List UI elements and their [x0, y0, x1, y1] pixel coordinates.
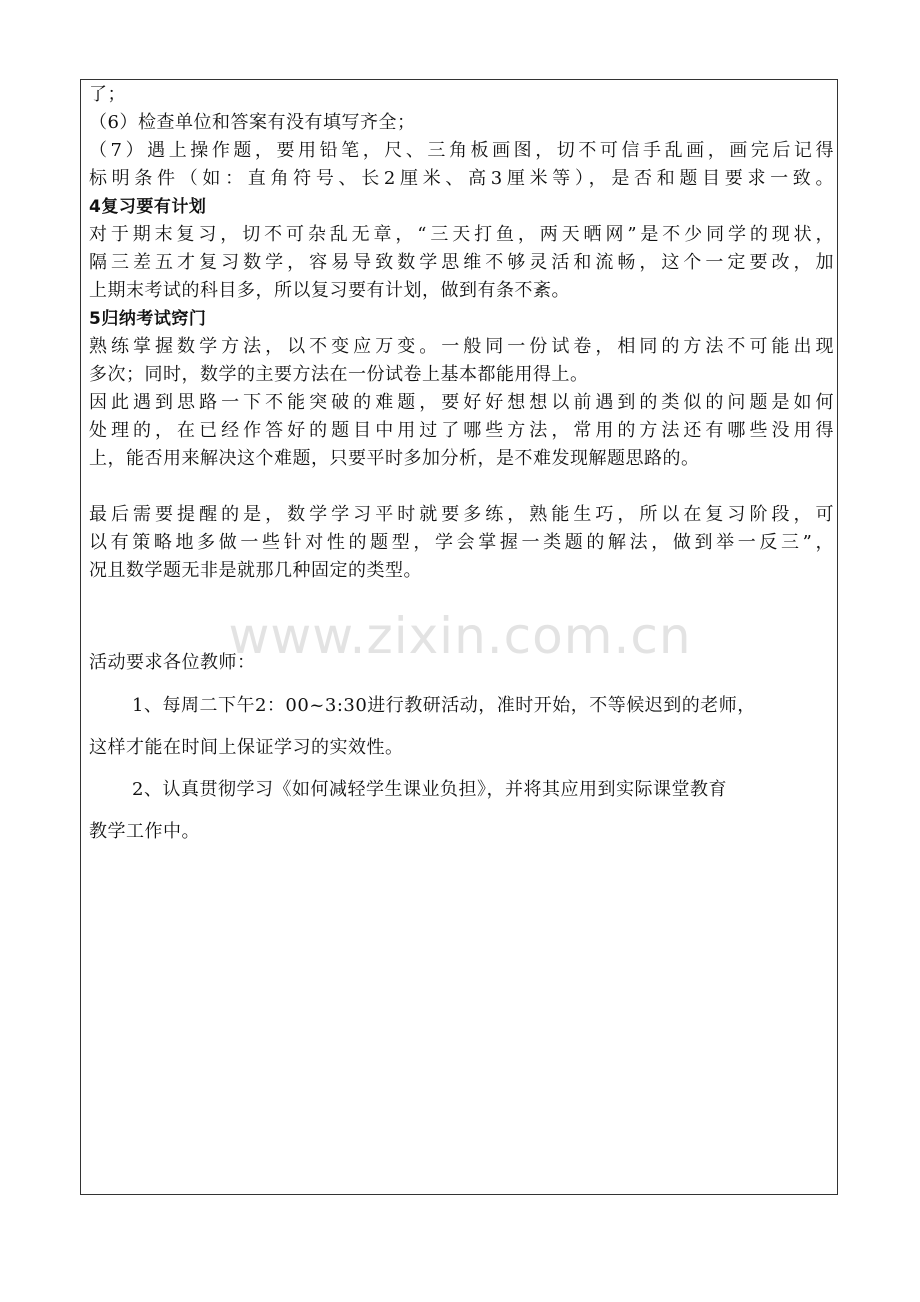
text-line: （7）遇上操作题，要用铅笔，尺、三角板画图，切不可信手乱画，画完后记得 — [89, 140, 834, 161]
notice-item: 2、认真贯彻学习《如何减轻学生课业负担》，并将其应用到实际课堂教育 — [132, 779, 727, 800]
text-line: 以有策略地多做一些针对性的题型，学会掌握一类题的解法，做到举一反三”， — [89, 532, 834, 553]
text-line: 况且数学题无非是就那几种固定的类型。 — [89, 560, 422, 581]
text-line: 标明条件（如：直角符号、长2厘米、高3厘米等），是否和题目要求一致。 — [89, 168, 834, 189]
text-line: 因此遇到思路一下不能突破的难题，要好好想想以前遇到的类似的问题是如何 — [89, 392, 834, 413]
text-line: 多次；同时，数学的主要方法在一份试卷上基本都能用得上。 — [89, 364, 589, 385]
notice-item-continued: 这样才能在时间上保证学习的实效性。 — [89, 737, 404, 758]
notice-item: 1、每周二下午2：00~3:30进行教研活动，准时开始，不等候迟到的老师， — [132, 695, 756, 716]
watermark: www.zixin.com.cn — [228, 607, 692, 665]
text-line: 最后需要提醒的是，数学学习平时就要多练，熟能生巧，所以在复习阶段，可 — [89, 504, 834, 525]
text-line: 熟练掌握数学方法，以不变应万变。一般同一份试卷，相同的方法不可能出现 — [89, 336, 834, 357]
notice-heading: 活动要求各位教师： — [89, 652, 256, 673]
section-heading: 5归纳考试窍门 — [89, 309, 207, 329]
section-heading: 4复习要有计划 — [89, 197, 207, 217]
text-line: 隔三差五才复习数学，容易导致数学思维不够灵活和流畅，这个一定要改，加 — [89, 252, 834, 273]
text-line: 处理的，在已经作答好的题目中用过了哪些方法，常用的方法还有哪些没用得 — [89, 420, 834, 441]
notice-item-continued: 教学工作中。 — [89, 821, 200, 842]
text-line: 上，能否用来解决这个难题，只要平时多加分析，是不难发现解题思路的。 — [89, 448, 700, 469]
text-line: 对于期末复习，切不可杂乱无章，“三天打鱼，两天晒网”是不少同学的现状， — [89, 224, 834, 245]
text-line: 了； — [89, 84, 126, 105]
text-line: （6）检查单位和答案有没有填写齐全； — [89, 112, 416, 133]
text-line: 上期末考试的科目多，所以复习要有计划，做到有条不紊。 — [89, 280, 570, 301]
